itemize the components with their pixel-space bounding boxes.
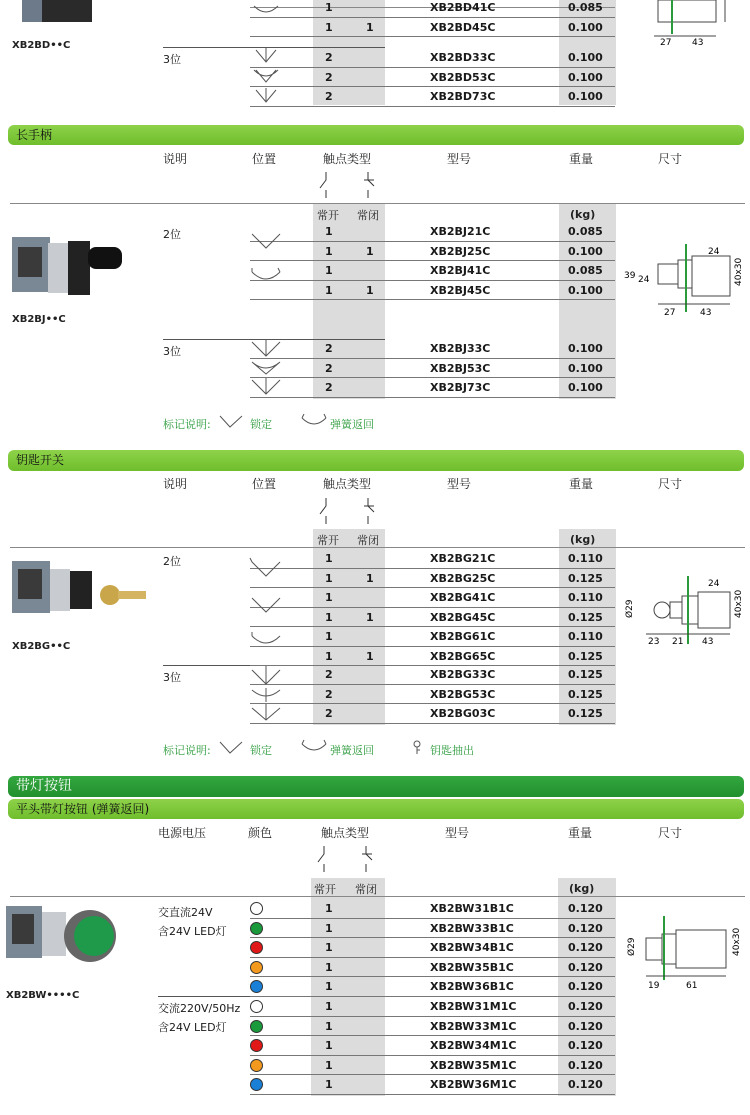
s1-2pos-weight: 0.100 bbox=[568, 244, 603, 258]
s3-g2-contact-no: 1 bbox=[325, 1078, 333, 1091]
s1-header-desc: 说明 bbox=[163, 152, 188, 166]
top2-row bbox=[250, 0, 615, 17]
s3-g2-model-number: XB2BW35M1C bbox=[430, 1058, 517, 1072]
s3-g2-row-line bbox=[250, 1094, 615, 1095]
s1-header-contact: 触点类型 bbox=[323, 152, 372, 166]
top3-weight: 0.100 bbox=[568, 51, 603, 64]
s3-g2-row bbox=[250, 1056, 615, 1075]
s3-g2-model-number: XB2BW31M1C bbox=[430, 1000, 517, 1013]
s3-g1-row bbox=[250, 938, 615, 957]
s3-g2-contact-no: 1 bbox=[325, 1000, 333, 1013]
s2-2pos-row bbox=[250, 647, 615, 666]
s3-g1-contact-no: 1 bbox=[325, 960, 333, 974]
s1-dim-c: 24 bbox=[638, 275, 650, 285]
s2-2pos-model-number: XB2BG41C bbox=[430, 591, 496, 604]
s3-g1-model-number: XB2BW31B1C bbox=[430, 902, 514, 915]
s1-model-caption: XB2BJ••C bbox=[12, 314, 66, 325]
s3-g2-row bbox=[250, 1017, 615, 1036]
s2-dim-a: 24 bbox=[708, 579, 720, 589]
s1-3pos-row bbox=[250, 378, 615, 397]
top3-contact-no: 2 bbox=[325, 70, 333, 84]
s2-dim-f: 43 bbox=[702, 637, 714, 647]
s2-2pos-contact-no: 1 bbox=[325, 630, 333, 643]
top-position-symbols bbox=[248, 0, 288, 108]
key-removal-icon bbox=[410, 740, 424, 756]
s1-header-line bbox=[10, 203, 745, 204]
s3-dimension-drawing bbox=[620, 912, 748, 992]
s1-2pos-weight: 0.085 bbox=[568, 264, 603, 277]
s3-header-contact: 触点类型 bbox=[321, 826, 370, 840]
s2-2pos-contact-no: 1 bbox=[325, 571, 333, 585]
s3-g2-color-dot bbox=[250, 1039, 263, 1052]
s2-3pos-row bbox=[250, 685, 615, 704]
s2-3pos-row bbox=[250, 704, 615, 723]
s1-dim-d: 40x30 bbox=[734, 257, 744, 286]
s3-g2-weight: 0.120 bbox=[568, 1019, 603, 1033]
top3-row bbox=[250, 68, 615, 87]
s1-3pos-weight: 0.100 bbox=[568, 361, 603, 375]
s3-g1-color-dot bbox=[250, 941, 263, 954]
s1-header-size: 尺寸 bbox=[658, 152, 683, 166]
s1-3pos-row-line bbox=[250, 397, 615, 398]
s1-2pos-row bbox=[250, 281, 615, 300]
s2-2pos-weight: 0.110 bbox=[568, 552, 603, 565]
s3-header-size: 尺寸 bbox=[658, 826, 683, 840]
s2-sub-no: 常开 bbox=[317, 534, 339, 547]
s3-g2-contact-no: 1 bbox=[325, 1019, 333, 1033]
s2-2pos-row bbox=[250, 608, 615, 627]
s1-group-3pos: 3位 bbox=[163, 345, 181, 358]
s3-header-line bbox=[10, 896, 745, 897]
s2-2pos-model-number: XB2BG65C bbox=[430, 649, 496, 663]
s1-legend-lock: 锁定 bbox=[250, 418, 272, 431]
s2-sub-nc: 常闭 bbox=[357, 534, 379, 547]
top2-contact-no: 1 bbox=[325, 20, 333, 34]
s1-3pos-weight: 0.100 bbox=[568, 342, 603, 355]
s3-g1-contact-no: 1 bbox=[325, 941, 333, 954]
s3-g1-weight: 0.120 bbox=[568, 941, 603, 954]
s2-spring-return-symbol-icon bbox=[300, 738, 328, 756]
s1-sub-nc: 常闭 bbox=[357, 209, 379, 222]
s3-header-weight: 重量 bbox=[568, 826, 593, 840]
s1-2pos-contact-nc: 1 bbox=[366, 283, 374, 297]
s3-g2-color-dot bbox=[250, 1059, 263, 1072]
s3-g2-weight: 0.120 bbox=[568, 1039, 603, 1052]
s3-g2-contact-no: 1 bbox=[325, 1058, 333, 1072]
s1-dim-b: 39 bbox=[624, 271, 636, 281]
s1-contact-symbols bbox=[318, 168, 382, 202]
s2-group-2pos: 2位 bbox=[163, 555, 181, 568]
s3-contact-symbols bbox=[316, 842, 380, 876]
s3-g1-weight: 0.120 bbox=[568, 980, 603, 993]
s1-dim-f: 43 bbox=[700, 308, 712, 318]
s1-3pos-contact-no: 2 bbox=[325, 381, 333, 394]
s3-g2-model-number: XB2BW36M1C bbox=[430, 1078, 517, 1091]
s2-2pos-contact-no: 1 bbox=[325, 649, 333, 663]
top2-weight: 0.100 bbox=[568, 20, 603, 34]
s1-2pos-contact-no: 1 bbox=[325, 283, 333, 297]
top2-contact-nc: 1 bbox=[366, 20, 374, 34]
s2-3pos-weight: 0.125 bbox=[568, 687, 603, 701]
s3-g1-row bbox=[250, 977, 615, 996]
s1-2pos-model-number: XB2BJ45C bbox=[430, 283, 491, 297]
s2-3pos-contact-no: 2 bbox=[325, 707, 333, 720]
s2-legend-label: 标记说明: bbox=[163, 744, 211, 757]
s2-lock-symbol-icon bbox=[218, 740, 246, 756]
s3-dim-b: 40x30 bbox=[732, 927, 742, 956]
s2-header-weight: 重量 bbox=[569, 477, 594, 491]
s2-3pos-row bbox=[250, 665, 615, 684]
s2-sub-unit: (kg) bbox=[570, 533, 596, 546]
s1-2pos-row bbox=[250, 222, 615, 241]
s2-legend-spring: 弹簧返回 bbox=[330, 744, 374, 757]
s2-2pos-contact-no: 1 bbox=[325, 610, 333, 624]
section-long-handle-title: 长手柄 bbox=[8, 125, 744, 145]
s2-3pos-contact-no: 2 bbox=[325, 668, 333, 681]
s1-3pos-contact-no: 2 bbox=[325, 361, 333, 375]
s3-g1-color-dot bbox=[250, 902, 263, 915]
s3-header-voltage: 电源电压 bbox=[158, 826, 207, 840]
s2-2pos-weight: 0.110 bbox=[568, 630, 603, 643]
s1-3pos-model-number: XB2BJ53C bbox=[430, 361, 491, 375]
s3-dim-a: Ø29 bbox=[627, 937, 637, 956]
s3-group2-line1: 交流220V/50Hz bbox=[158, 1002, 241, 1015]
s3-g1-color-dot bbox=[250, 922, 263, 935]
s2-2pos-model-number: XB2BG61C bbox=[430, 630, 496, 643]
s2-header-desc: 说明 bbox=[163, 477, 188, 491]
s3-g2-weight: 0.120 bbox=[568, 1000, 603, 1013]
s1-3pos-contact-no: 2 bbox=[325, 342, 333, 355]
lock-symbol-icon bbox=[218, 414, 246, 430]
s1-2pos-contact-no: 1 bbox=[325, 244, 333, 258]
s2-2pos-weight: 0.110 bbox=[568, 591, 603, 604]
top3-contact-no: 2 bbox=[325, 51, 333, 64]
s3-header-model: 型号 bbox=[445, 826, 470, 840]
top2-weight: 0.085 bbox=[568, 1, 603, 14]
s3-group1-line2: 含24V LED灯 bbox=[158, 925, 227, 938]
top2-row bbox=[250, 18, 615, 37]
s2-3pos-contact-no: 2 bbox=[325, 687, 333, 701]
top3-model-number: XB2BD33C bbox=[430, 51, 496, 64]
top-group-3pos: 3位 bbox=[163, 53, 181, 66]
s3-g2-color-dot bbox=[250, 1078, 263, 1091]
s3-g2-model-number: XB2BW34M1C bbox=[430, 1039, 517, 1052]
s1-group-2pos: 2位 bbox=[163, 228, 181, 241]
s2-group-3pos: 3位 bbox=[163, 671, 181, 684]
s3-g1-row bbox=[250, 919, 615, 938]
s1-2pos-row bbox=[250, 242, 615, 261]
s2-2pos-contact-nc: 1 bbox=[366, 649, 374, 663]
top2-model-number: XB2BD45C bbox=[430, 20, 496, 34]
s3-product-image bbox=[4, 898, 124, 973]
top-dimension-drawing bbox=[620, 0, 748, 48]
top2-row-line bbox=[250, 36, 615, 37]
top3-row-line bbox=[250, 106, 615, 107]
s1-2pos-contact-nc: 1 bbox=[366, 244, 374, 258]
s2-dim-e: 21 bbox=[672, 637, 684, 647]
top-product-image bbox=[14, 0, 119, 30]
top3-row bbox=[250, 48, 615, 67]
s3-g1-model-number: XB2BW35B1C bbox=[430, 960, 514, 974]
s2-contact-symbols bbox=[318, 494, 382, 528]
s3-g1-row bbox=[250, 899, 615, 918]
s3-sub-unit: (kg) bbox=[569, 882, 595, 895]
s2-legend-lock: 锁定 bbox=[250, 744, 272, 757]
top3-weight: 0.100 bbox=[568, 70, 603, 84]
s1-3pos-row bbox=[250, 339, 615, 358]
s3-g1-contact-no: 1 bbox=[325, 980, 333, 993]
spring-return-symbol-icon bbox=[300, 412, 328, 430]
s2-model-caption: XB2BG••C bbox=[12, 641, 71, 652]
s2-dimension-drawing bbox=[620, 574, 748, 654]
s2-3pos-model-number: XB2BG03C bbox=[430, 707, 496, 720]
s2-position-symbols bbox=[248, 556, 288, 724]
s2-3pos-model-number: XB2BG53C bbox=[430, 687, 496, 701]
s3-g1-weight: 0.120 bbox=[568, 902, 603, 915]
s3-g2-row bbox=[250, 997, 615, 1016]
s1-dim-e: 27 bbox=[664, 308, 676, 318]
section-illuminated-button-title: 带灯按钮 bbox=[8, 776, 744, 797]
top-dim-a: 27 bbox=[660, 38, 672, 48]
top2-model-number: XB2BD41C bbox=[430, 1, 496, 14]
s3-g1-contact-no: 1 bbox=[325, 921, 333, 935]
s2-2pos-row bbox=[250, 569, 615, 588]
top-model-caption: XB2BD••C bbox=[12, 40, 71, 51]
s2-2pos-row bbox=[250, 588, 615, 607]
s3-g1-color-dot bbox=[250, 961, 263, 974]
top3-model-number: XB2BD73C bbox=[430, 90, 496, 103]
s2-legend-key: 钥匙抽出 bbox=[430, 744, 474, 757]
s1-legend-label: 标记说明: bbox=[163, 418, 211, 431]
s3-model-caption: XB2BW••••C bbox=[6, 990, 80, 1001]
s1-3pos-row bbox=[250, 359, 615, 378]
s2-3pos-weight: 0.125 bbox=[568, 707, 603, 720]
s2-2pos-weight: 0.125 bbox=[568, 610, 603, 624]
s3-sub-no: 常开 bbox=[314, 883, 336, 896]
s3-header-color: 颜色 bbox=[248, 826, 273, 840]
s3-g1-weight: 0.120 bbox=[568, 960, 603, 974]
s2-dim-c: 40x30 bbox=[734, 589, 744, 618]
s2-product-image bbox=[8, 555, 148, 625]
s3-g2-weight: 0.120 bbox=[568, 1058, 603, 1072]
s2-2pos-contact-no: 1 bbox=[325, 552, 333, 565]
s3-dim-c: 19 bbox=[648, 981, 660, 991]
s2-header-model: 型号 bbox=[447, 477, 472, 491]
s2-2pos-contact-nc: 1 bbox=[366, 571, 374, 585]
s2-2pos-contact-no: 1 bbox=[325, 591, 333, 604]
s2-dim-b: Ø29 bbox=[625, 599, 635, 618]
s1-2pos-weight: 0.100 bbox=[568, 283, 603, 297]
s1-2pos-weight: 0.085 bbox=[568, 225, 603, 238]
s1-position-symbols bbox=[248, 228, 288, 398]
s3-g2-weight: 0.120 bbox=[568, 1078, 603, 1091]
s3-g1-contact-no: 1 bbox=[325, 902, 333, 915]
s2-2pos-weight: 0.125 bbox=[568, 649, 603, 663]
s3-group1-line1: 交直流24V bbox=[158, 906, 213, 919]
s2-2pos-row bbox=[250, 549, 615, 568]
s2-3pos-model-number: XB2BG33C bbox=[430, 668, 496, 681]
top2-contact-no: 1 bbox=[325, 1, 333, 14]
s2-2pos-weight: 0.125 bbox=[568, 571, 603, 585]
s3-g1-model-number: XB2BW33B1C bbox=[430, 921, 514, 935]
s3-sub-nc: 常闭 bbox=[355, 883, 377, 896]
s2-header-size: 尺寸 bbox=[658, 477, 683, 491]
s2-2pos-contact-nc: 1 bbox=[366, 610, 374, 624]
s1-2pos-model-number: XB2BJ21C bbox=[430, 225, 491, 238]
s1-3pos-weight: 0.100 bbox=[568, 381, 603, 394]
top3-row bbox=[250, 87, 615, 106]
top3-model-number: XB2BD53C bbox=[430, 70, 496, 84]
s3-g2-color-dot bbox=[250, 1020, 263, 1033]
s2-dim-d: 23 bbox=[648, 637, 660, 647]
s1-2pos-contact-no: 1 bbox=[325, 264, 333, 277]
s1-dim-a: 24 bbox=[708, 247, 720, 257]
s1-3pos-model-number: XB2BJ33C bbox=[430, 342, 491, 355]
s2-2pos-model-number: XB2BG45C bbox=[430, 610, 496, 624]
s3-g2-row bbox=[250, 1075, 615, 1094]
top3-contact-no: 2 bbox=[325, 90, 333, 103]
s1-2pos-row-line bbox=[250, 299, 615, 300]
s3-group2-line2: 含24V LED灯 bbox=[158, 1021, 227, 1034]
s1-3pos-model-number: XB2BJ73C bbox=[430, 381, 491, 394]
s1-2pos-model-number: XB2BJ25C bbox=[430, 244, 491, 258]
s3-dim-d: 61 bbox=[686, 981, 698, 991]
s1-2pos-contact-no: 1 bbox=[325, 225, 333, 238]
s1-header-model: 型号 bbox=[447, 152, 472, 166]
s2-header-pos: 位置 bbox=[252, 477, 277, 491]
s1-sub-unit: (kg) bbox=[570, 208, 596, 221]
s1-product-image bbox=[8, 227, 126, 307]
top-dim-b: 43 bbox=[692, 38, 704, 48]
s2-2pos-model-number: XB2BG25C bbox=[430, 571, 496, 585]
s2-3pos-row-line bbox=[250, 723, 615, 724]
s1-dimension-drawing bbox=[620, 242, 748, 322]
s2-3pos-weight: 0.125 bbox=[568, 668, 603, 681]
s3-g2-color-dot bbox=[250, 1000, 263, 1013]
s1-header-weight: 重量 bbox=[569, 152, 594, 166]
s2-header-contact: 触点类型 bbox=[323, 477, 372, 491]
s2-header-line bbox=[10, 547, 745, 548]
s3-g1-row bbox=[250, 958, 615, 977]
s1-2pos-model-number: XB2BJ41C bbox=[430, 264, 491, 277]
s2-2pos-row bbox=[250, 627, 615, 646]
s2-2pos-model-number: XB2BG21C bbox=[430, 552, 496, 565]
section-illuminated-flat-subtitle: 平头带灯按钮 (弹簧返回) bbox=[8, 799, 744, 819]
section-key-switch-title: 钥匙开关 bbox=[8, 450, 744, 471]
s1-legend-spring: 弹簧返回 bbox=[330, 418, 374, 431]
s1-header-pos: 位置 bbox=[252, 152, 277, 166]
s3-g2-contact-no: 1 bbox=[325, 1039, 333, 1052]
s3-g1-weight: 0.120 bbox=[568, 921, 603, 935]
s3-g1-color-dot bbox=[250, 980, 263, 993]
s1-sub-no: 常开 bbox=[317, 209, 339, 222]
s3-g1-model-number: XB2BW34B1C bbox=[430, 941, 514, 954]
s3-g2-row bbox=[250, 1036, 615, 1055]
s1-2pos-row bbox=[250, 261, 615, 280]
s3-g1-model-number: XB2BW36B1C bbox=[430, 980, 514, 993]
s3-g2-model-number: XB2BW33M1C bbox=[430, 1019, 517, 1033]
top3-weight: 0.100 bbox=[568, 90, 603, 103]
